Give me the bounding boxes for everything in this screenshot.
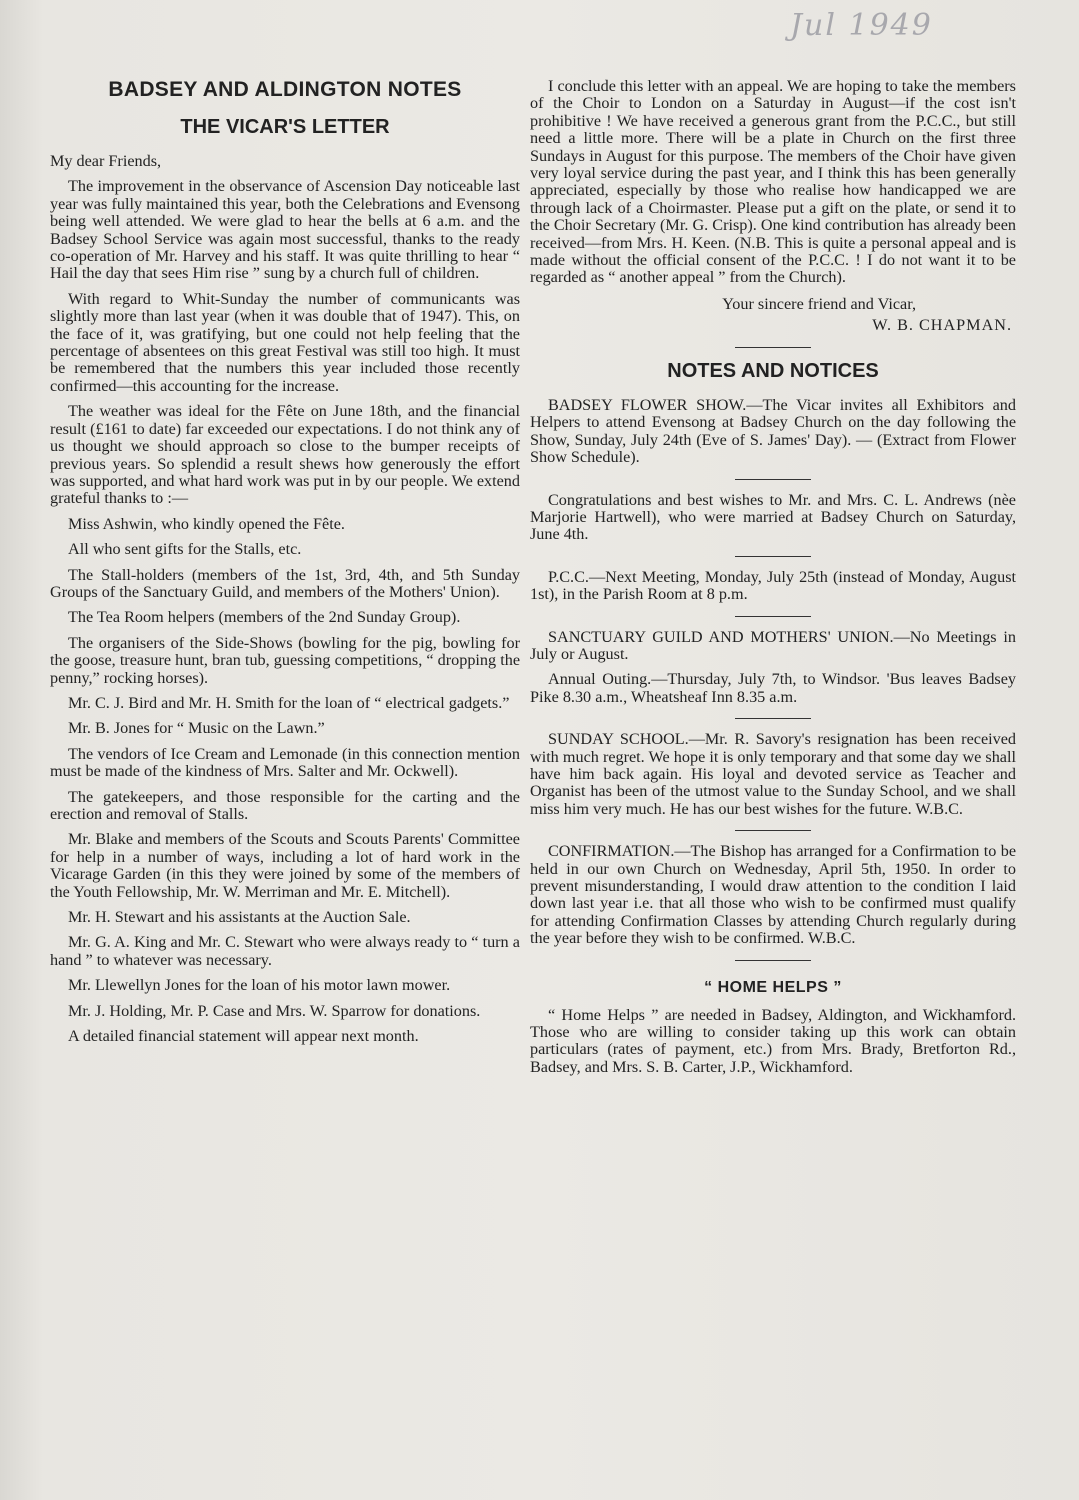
thanks-item: Mr. Blake and members of the Scouts and Scouts Parents' Committee for help in a number of ways, including a lot of hard work in the Vicarage Garden (in this they were joined by some of the members of the Youth Fellowship, Mr. W. Merriman and Mr. E. Mitchell).	[50, 830, 520, 901]
paragraph: The weather was ideal for the Fête on June 18th, and the financial result (£161 to date) far exceeded our expectations. I do not think any of us thought we should approach so close to the bumper receipts of previous years. So splendid a result shews how generously the effort was supported, and what hard work was put in by our people. We extend grateful thanks to :—	[50, 402, 520, 508]
thanks-item: Mr. G. A. King and Mr. C. Stewart who were always ready to “ turn a hand ” to whatever was necessary.	[50, 933, 520, 969]
closing-paragraph: A detailed financial statement will appear next month.	[68, 1027, 419, 1046]
thanks-item: The vendors of Ice Cream and Lemonade (in this connection mention must be made of the kindness of Mrs. Salter and Mr. Ockwell).	[50, 744, 520, 781]
paragraph: With regard to Whit-Sunday the number of communicants was slightly more than last year (when it was double that of 1947). This, on the face of it, was gratifying, but one could not help feeling that the percentage of absentees on this great Festival was still too high. It must be remembered that the numbers this year included those recently confirmed—this accounting for the increase.	[50, 289, 520, 395]
notice-item: Annual Outing.—Thursday, July 7th, to Windsor. 'Bus leaves Badsey Pike 8.30 a.m., Wheatsheaf Inn 8.35 a.m.	[530, 670, 1016, 706]
notice-item: SUNDAY SCHOOL.—Mr. R. Savory's resignation has been received with much regret. We hope it is only temporary and that some day we shall have him back again. His loyal and devoted service as Teacher and Organist has been of the utmost value to the Sunday School, and we shall miss him very much. He has our best wishes for the future. W.B.C.	[530, 730, 1016, 818]
divider	[735, 718, 811, 719]
thanks-item: The Stall-holders (members of the 1st, 3rd, 4th, and 5th Sunday Groups of the Sanctuary Guild, and members of the Mothers' Union).	[50, 565, 520, 601]
salutation: My dear Friends,	[50, 152, 162, 170]
divider	[735, 479, 811, 480]
home-helps-text: “ Home Helps ” are needed in Badsey, Aldington, and Wickhamford. Those who are willing to consider taking up this work can obtain particulars (rates of payment, etc.) from Mrs. Brady, Bretforton Rd., Badsey, and Mrs. S. B. Carter, J.P., Wickhamford.	[530, 1005, 1016, 1076]
signature: W. B. CHAPMAN.	[872, 315, 1012, 334]
section-heading: BADSEY AND ALDINGTON NOTES	[108, 78, 462, 101]
notice-item: BADSEY FLOWER SHOW.—The Vicar invites all Exhibitors and Helpers to attend Evensong at Badsey Church on the day following the Show, Sunday, July 24th (Eve of S. James' Day). — (Extract from Flower Show Schedule).	[530, 395, 1016, 467]
notice-item: SANCTUARY GUILD AND MOTHERS' UNION.—No Meetings in July or August.	[530, 627, 1016, 663]
thanks-item: All who sent gifts for the Stalls, etc.	[68, 540, 302, 559]
thanks-item: Miss Ashwin, who kindly opened the Fête.	[68, 514, 345, 533]
letter-heading: THE VICAR'S LETTER	[180, 116, 390, 138]
thanks-item: Mr. J. Holding, Mr. P. Case and Mrs. W. Sparrow for donations.	[68, 1001, 481, 1020]
thanks-item: Mr. B. Jones for “ Music on the Lawn.”	[68, 719, 325, 738]
notices-heading: NOTES AND NOTICES	[667, 359, 879, 382]
home-helps-heading: “ HOME HELPS ”	[704, 978, 842, 996]
sign-off: Your sincere friend and Vicar,	[722, 294, 916, 313]
left-column	[50, 78, 520, 1053]
notice-item: P.C.C.—Next Meeting, Monday, July 25th (instead of Monday, August 1st), in the Parish Room at 8 p.m.	[530, 567, 1016, 604]
divider	[735, 960, 811, 961]
right-column	[530, 78, 1016, 1084]
thanks-item: The Tea Room helpers (members of the 2nd Sunday Group).	[68, 608, 461, 627]
divider	[735, 556, 811, 557]
divider	[735, 616, 811, 617]
thanks-item: The organisers of the Side-Shows (bowling for the pig, bowling for the goose, treasure hunt, bran tub, guessing competitions, “ dropping the penny,” rocking horses).	[50, 633, 520, 687]
thanks-item: Mr. H. Stewart and his assistants at the Auction Sale.	[68, 908, 411, 927]
thanks-item: The gatekeepers, and those responsible for the carting and the erection and removal of Stalls.	[50, 787, 520, 823]
letter-close-paragraph: I conclude this letter with an appeal. We are hoping to take the members of the Choir to London on a Saturday in August—if the cost isn't prohibitive ! We have received a generous grant from the P.C.C., but still need a little more. There will be a plate in Church on the first three Sundays in August for this purpose. The members of the Choir have given very loyal service during the past year, and I think this has been generally appreciated, especially by those who realise how handicapped we are through lack of a Choirmaster. Please put a gift on the plate, or send it to the Choir Secretary (Mr. G. Crisp). One kind contribution has already been received—from Mrs. H. Keen. (N.B. This is quite a personal appeal and is made without the official consent of the P.C.C. ! I do not want it to be regarded as “ another appeal ” from the Church).	[530, 77, 1016, 287]
notice-item: Congratulations and best wishes to Mr. and Mrs. C. L. Andrews (nèe Marjorie Hartwell), who were married at Badsey Church on Saturday, June 4th.	[530, 490, 1016, 544]
notice-item: CONFIRMATION.—The Bishop has arranged for a Confirmation to be held in our own Church on Wednesday, April 5th, 1950. In order to prevent misunderstanding, I would draw attention to the condition I laid down last year i.e. that all those who wish to be confirmed must qualify for attending Confirmation Classes by attending Church regularly during the year before they wish to be confirmed. W.B.C.	[530, 842, 1016, 948]
thanks-item: Mr. Llewellyn Jones for the loan of his motor lawn mower.	[68, 976, 451, 995]
paragraph: The improvement in the observance of Ascension Day noticeable last year was fully maintained this year, both the Celebrations and Evensong being well attended. We were glad to hear the bells at 6 a.m. and the Badsey School Service was again most successful, thanks to the ready co-operation of Mr. Harvey and his staff. It was quite thrilling to hear “ Hail the day that sees Him rise ” sung by a church full of children.	[50, 177, 520, 283]
thanks-item: Mr. C. J. Bird and Mr. H. Smith for the loan of “ electrical gadgets.”	[68, 693, 510, 712]
handwritten-date-note: Jul 1949	[790, 8, 933, 43]
divider	[735, 830, 811, 831]
divider	[735, 347, 811, 348]
